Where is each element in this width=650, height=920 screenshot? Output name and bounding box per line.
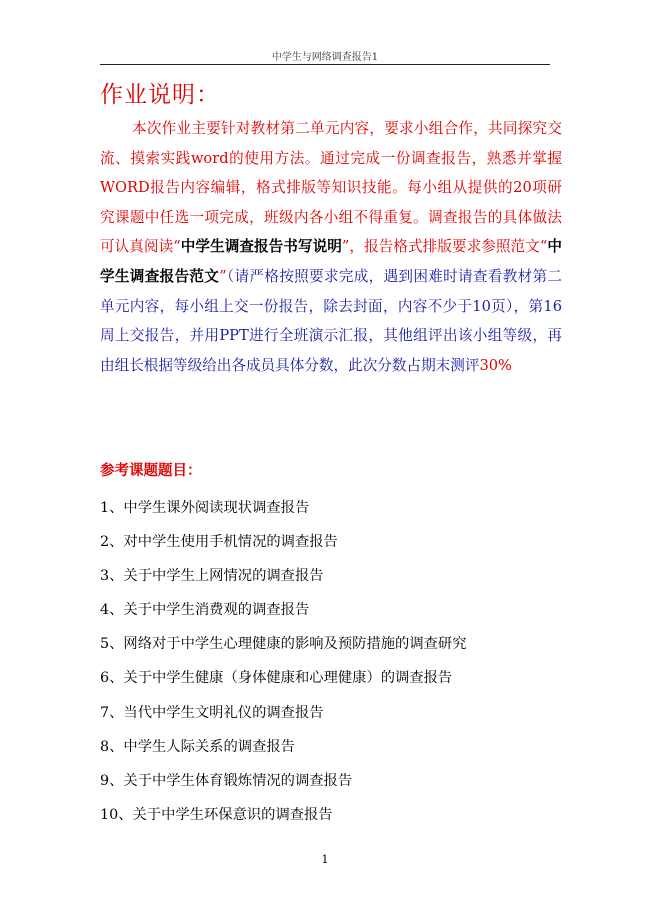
topic-item: 7、当代中学生文明礼仪的调查报告 <box>100 704 324 721</box>
header-rule <box>100 64 550 65</box>
topic-item: 9、关于中学生体育锻炼情况的调查报告 <box>100 772 353 789</box>
quote-open-2: “ <box>539 238 548 256</box>
assignment-description <box>100 114 562 380</box>
topic-item: 4、关于中学生消费观的调查报告 <box>100 602 310 619</box>
description-text: 本次作业主要针对教材第二单元内容，要求小组合作，共同探究交流、摸索实践word的使用方法。通过完成一份调查报告，熟悉并掌握WORD报告内容编辑，格式排版等知识技能。每小组从提供的20项研究课题中任选一项完成，班级内各小组不得重复。调查报告的具体做法可认真阅读 <box>100 120 562 256</box>
requirements-text: （请严格按照要求完成，遇到困难时请查看教材第二单元内容，每小组上交一份报告，除去封面，内容不少于10页），第16周上交报告，并用PPT进行全班演示汇报，其他组评出该小组等级，再由组长根据等级给出各成员具体分数，此次分数占期末测评 <box>100 267 562 374</box>
topic-item: 8、中学生人际关系的调查报告 <box>100 738 295 755</box>
sample-document-title: 中学生调查报告范文 <box>100 238 562 285</box>
topic-item: 1、中学生课外阅读现状调查报告 <box>100 500 310 516</box>
topic-item: 10、关于中学生环保意识的调查报告 <box>100 806 333 823</box>
topic-item: 3、关于中学生上网情况的调查报告 <box>100 568 324 585</box>
topic-item: 5、网络对于中学生心理健康的影响及预防措施的调查研究 <box>100 636 467 653</box>
topic-list <box>100 491 467 832</box>
topic-item: 6、关于中学生健康（身体健康和心理健康）的调查报告 <box>100 670 453 687</box>
topic-item: 2、对中学生使用手机情况的调查报告 <box>100 534 338 551</box>
description-text-2: ，报告格式排版要求参照范文 <box>349 238 540 256</box>
running-header: 中学生与网络调查报告1 <box>271 52 379 63</box>
guide-document-title: 中学生调查报告书写说明 <box>180 238 342 256</box>
description-paragraph <box>100 114 562 380</box>
assignment-heading: 作业说明： <box>100 82 220 108</box>
quote-open: “ <box>173 238 181 256</box>
quote-close-2: ” <box>219 267 227 285</box>
score-weight: 30% <box>479 356 512 374</box>
quote-close: ” <box>341 238 350 256</box>
topics-title: 参考课题题目： <box>100 462 202 479</box>
page-number: 1 <box>321 853 329 866</box>
